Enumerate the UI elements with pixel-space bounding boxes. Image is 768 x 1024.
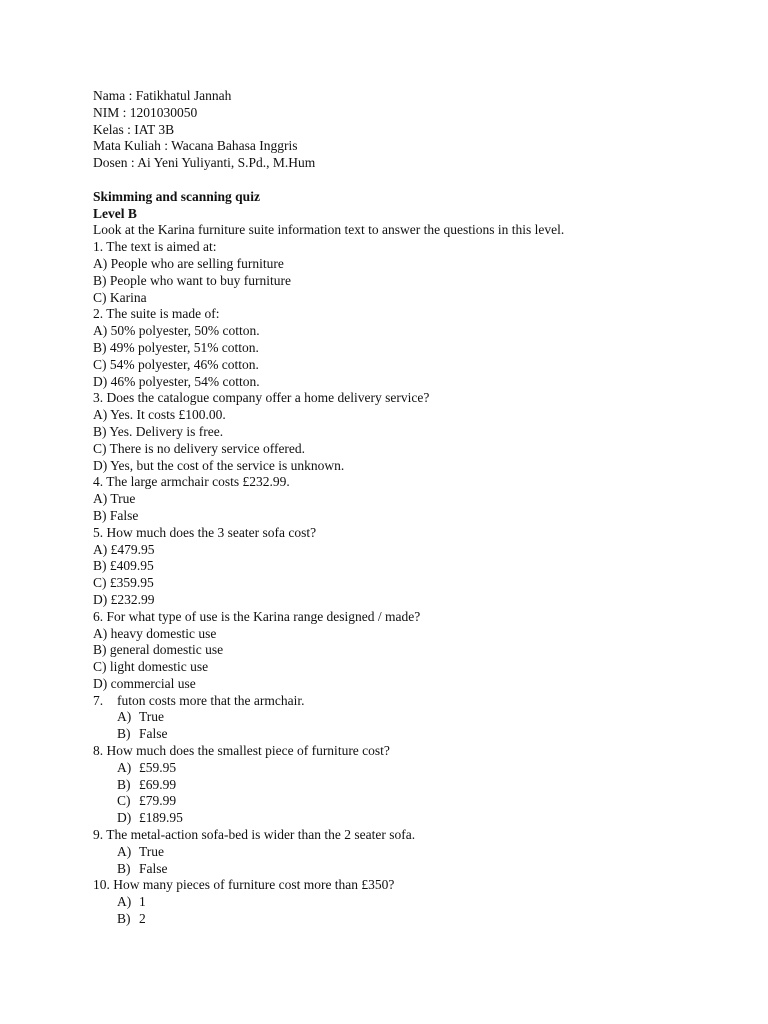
answer-option: D) £232.99: [93, 591, 155, 607]
answer-option: A) People who are selling furniture: [93, 255, 284, 271]
answer-option: B) False: [93, 507, 139, 523]
document-content: [93, 88, 733, 928]
answer-option: C) £359.95: [93, 575, 154, 591]
option-letter: D): [117, 810, 132, 826]
option-text: £59.95: [139, 759, 177, 775]
option-letter: B): [117, 911, 131, 927]
spacer: [93, 172, 733, 189]
answer-option: D) Yes, but the cost of the service is unknown.: [93, 457, 345, 473]
question-text: 8. How much does the smallest piece of furniture cost?: [93, 743, 390, 759]
option-text: False: [139, 860, 168, 876]
option-text: True: [139, 709, 165, 725]
answer-option: B) general domestic use: [93, 642, 224, 658]
student-nim: NIM : 1201030050: [93, 104, 198, 120]
answer-option: C) light domestic use: [93, 659, 209, 675]
question-text: 3. Does the catalogue company offer a home delivery service?: [93, 390, 430, 406]
answer-option: [93, 760, 733, 777]
option-letter: A): [117, 843, 132, 859]
course-name: Mata Kuliah : Wacana Bahasa Inggris: [93, 138, 298, 154]
option-letter: C): [117, 793, 131, 809]
answer-option: [93, 844, 733, 861]
option-letter: B): [117, 860, 131, 876]
question-block: [93, 693, 733, 743]
question-block: [93, 474, 733, 524]
question-block: [93, 877, 733, 927]
question-body: futon costs more that the armchair.: [117, 692, 305, 708]
answer-option: B) Yes. Delivery is free.: [93, 423, 224, 439]
answer-option: [93, 861, 733, 878]
question-block: [93, 827, 733, 877]
question-block: [93, 525, 733, 609]
answer-option: C) 54% polyester, 46% cotton.: [93, 356, 259, 372]
answer-option: [93, 726, 733, 743]
answer-option: B) £409.95: [93, 558, 154, 574]
question-text: [93, 693, 733, 710]
quiz-instruction: Look at the Karina furniture suite information text to answer the questions in this level.: [93, 222, 565, 238]
answer-option: B) People who want to buy furniture: [93, 272, 291, 288]
answer-option: A) 50% polyester, 50% cotton.: [93, 323, 260, 339]
option-letter: B): [117, 776, 131, 792]
answer-option: [93, 709, 733, 726]
question-block: [93, 239, 733, 306]
question-text: 4. The large armchair costs £232.99.: [93, 474, 290, 490]
answer-option: A) Yes. It costs £100.00.: [93, 407, 226, 423]
option-text: 1: [139, 894, 146, 910]
question-block: [93, 609, 733, 693]
question-text: 6. For what type of use is the Karina range designed / made?: [93, 608, 421, 624]
option-text: 2: [139, 911, 146, 927]
question-block: [93, 390, 733, 474]
option-text: False: [139, 726, 168, 742]
question-text: 5. How much does the 3 seater sofa cost?: [93, 524, 317, 540]
answer-option: D) commercial use: [93, 675, 196, 691]
quiz-level: Level B: [93, 205, 137, 221]
option-text: £189.95: [139, 810, 183, 826]
option-text: True: [139, 843, 165, 859]
student-class: Kelas : IAT 3B: [93, 121, 175, 137]
answer-option: C) Karina: [93, 289, 147, 305]
option-letter: A): [117, 709, 132, 725]
question-text: 1. The text is aimed at:: [93, 239, 217, 255]
answer-option: [93, 894, 733, 911]
student-name: Nama : Fatikhatul Jannah: [93, 88, 232, 103]
question-number: 7.: [93, 692, 104, 708]
answer-option: [93, 777, 733, 794]
answer-option: [93, 911, 733, 928]
answer-option: A) £479.95: [93, 541, 155, 557]
question-text: 2. The suite is made of:: [93, 306, 220, 322]
answer-option: [93, 810, 733, 827]
question-block: [93, 743, 733, 827]
question-text: 9. The metal-action sofa-bed is wider than the 2 seater sofa.: [93, 827, 416, 843]
answer-option: B) 49% polyester, 51% cotton.: [93, 339, 259, 355]
answer-option: [93, 793, 733, 810]
option-text: £79.99: [139, 793, 177, 809]
answer-option: A) True: [93, 491, 136, 507]
option-text: £69.99: [139, 776, 177, 792]
question-block: [93, 306, 733, 390]
option-letter: A): [117, 894, 132, 910]
answer-option: C) There is no delivery service offered.: [93, 440, 306, 456]
lecturer-name: Dosen : Ai Yeni Yuliyanti, S.Pd., M.Hum: [93, 155, 316, 171]
answer-option: D) 46% polyester, 54% cotton.: [93, 373, 260, 389]
quiz-title: Skimming and scanning quiz: [93, 188, 260, 204]
option-letter: A): [117, 759, 132, 775]
question-text: 10. How many pieces of furniture cost more than £350?: [93, 877, 395, 893]
option-letter: B): [117, 726, 131, 742]
answer-option: A) heavy domestic use: [93, 625, 217, 641]
